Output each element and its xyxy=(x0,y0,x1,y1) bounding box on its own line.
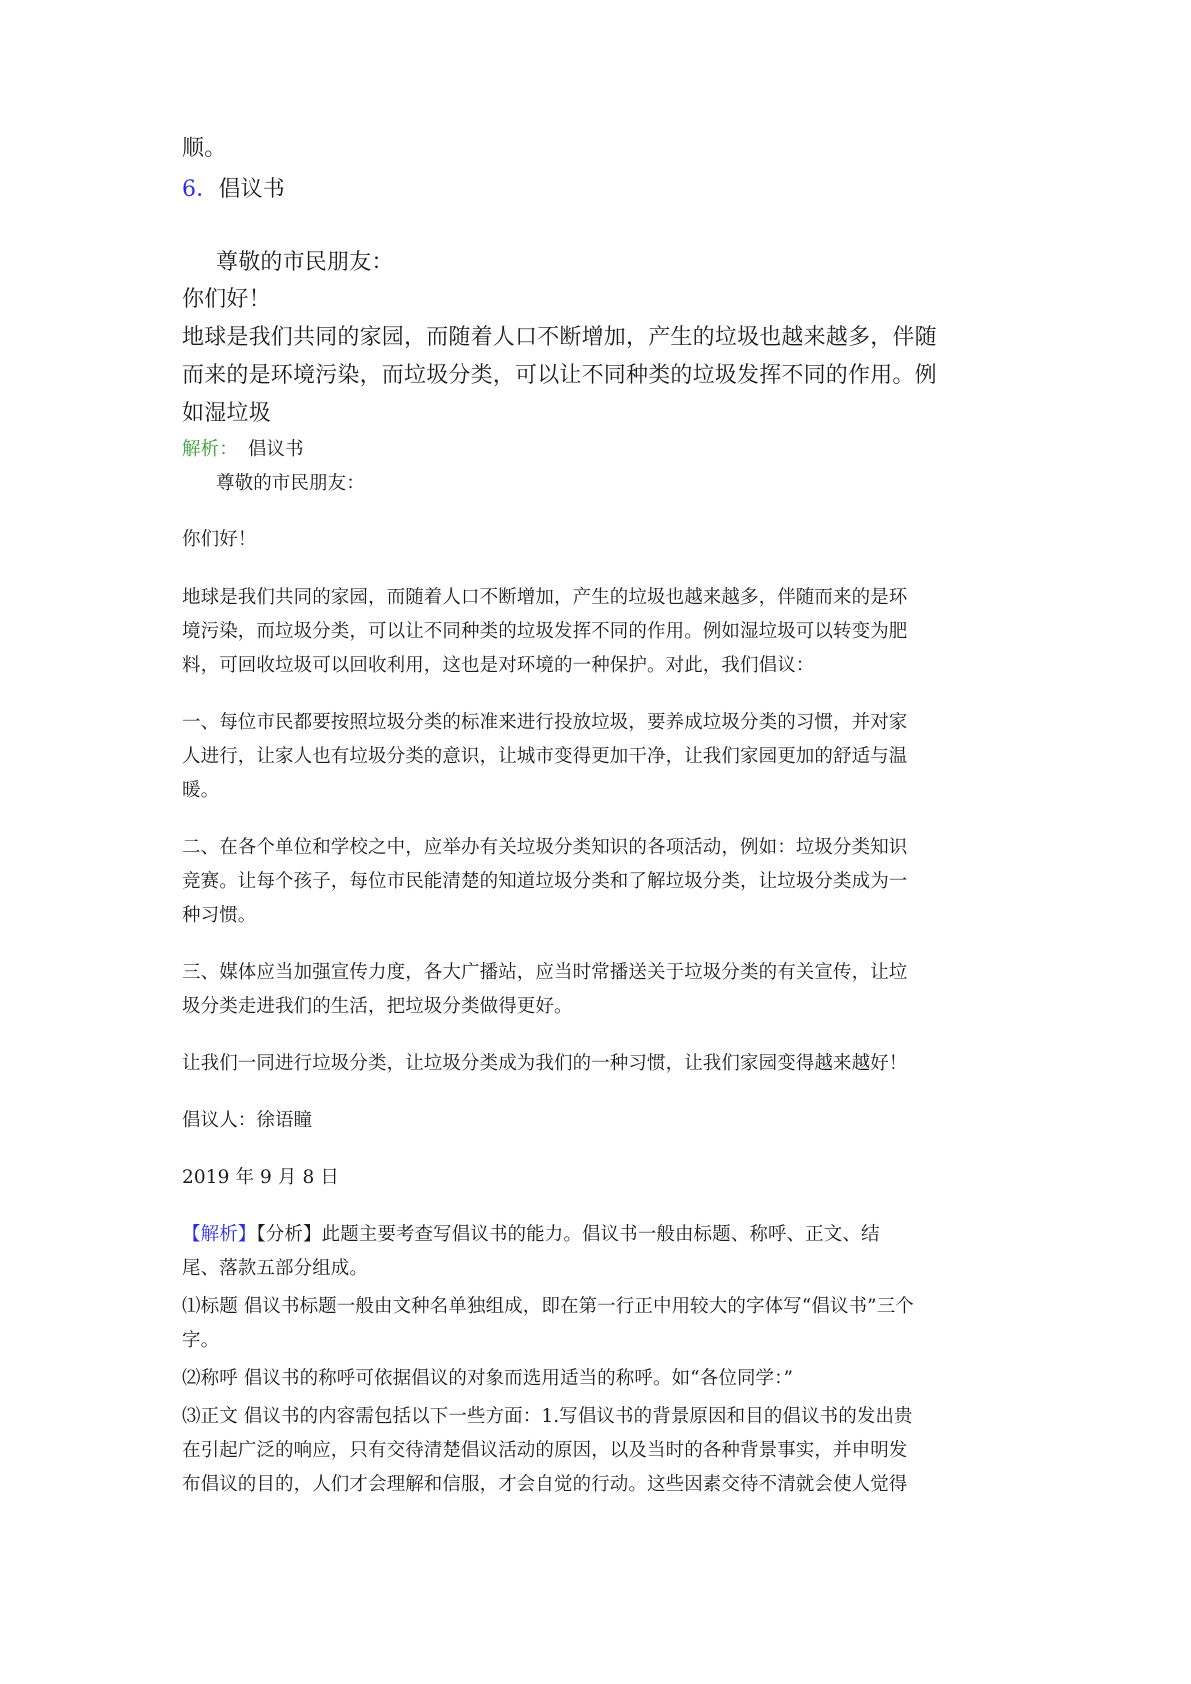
analysis-para2-line: 暖。 xyxy=(182,780,220,801)
analysis-salutation: 尊敬的市民朋友： xyxy=(216,473,365,494)
question-number: 6． xyxy=(182,177,219,202)
analysis-label: 解析： xyxy=(182,439,238,460)
explanation-first-line: 【分析】此题主要考查写倡议书的能力。倡议书一般由标题、称呼、正文、结 xyxy=(256,1224,880,1245)
analysis-para4-line: 圾分类走进我们的生活，把垃圾分类做得更好。 xyxy=(182,996,573,1017)
analysis-para3-line: 种习惯。 xyxy=(182,905,257,926)
analysis-title: 倡议书 xyxy=(247,439,304,460)
analysis-para1-line: 境污染，而垃圾分类，可以让不同种类的垃圾发挥不同的作用。例如湿垃圾可以转变为肥 xyxy=(182,621,908,642)
question-title: 倡议书 xyxy=(218,177,286,202)
answer-greeting: 你们好！ xyxy=(182,287,271,312)
answer-body-line: 地球是我们共同的家园，而随着人口不断增加，产生的垃圾也越来越多，伴随 xyxy=(182,325,937,350)
explanation-line: 尾、落款五部分组成。 xyxy=(182,1258,369,1279)
explanation-item1-line: 字。 xyxy=(182,1330,220,1351)
answer-body-line: 如湿垃圾 xyxy=(182,401,271,426)
explanation-item3-line: 在引起广泛的响应，只有交待清楚倡议活动的原因，以及当时的各种背景事实，并申明发 xyxy=(182,1440,908,1461)
answer-salutation: 尊敬的市民朋友： xyxy=(216,250,394,275)
answer-body-line: 而来的是环境污染，而垃圾分类，可以让不同种类的垃圾发挥不同的作用。例 xyxy=(182,363,937,388)
explanation-item2: ⑵称呼 倡议书的称呼可依据倡议的对象而选用适当的称呼。如“各位同学：” xyxy=(182,1368,794,1389)
analysis-para1-line: 料，可回收垃圾可以回收利用，这也是对环境的一种保护。对此，我们倡议： xyxy=(182,655,815,676)
analysis-closing: 让我们一同进行垃圾分类，让垃圾分类成为我们的一种习惯，让我们家园变得越来越好！ xyxy=(182,1053,908,1074)
analysis-para1-line: 地球是我们共同的家园，而随着人口不断增加，产生的垃圾也越来越多，伴随而来的是环 xyxy=(182,587,908,608)
explanation-item1-line: ⑴标题 倡议书标题一般由文种名单独组成，即在第一行正中用较大的字体写“倡议书”三个 xyxy=(182,1296,914,1317)
continuation-text: 顺。 xyxy=(182,136,227,161)
explanation-tag: 【解析】 xyxy=(182,1224,257,1245)
analysis-date: 2019 年 9 月 8 日 xyxy=(182,1167,339,1188)
analysis-para2-line: 人进行，让家人也有垃圾分类的意识，让城市变得更加干净，让我们家园更加的舒适与温 xyxy=(182,746,908,767)
analysis-para2-line: 一、每位市民都要按照垃圾分类的标准来进行投放垃圾，要养成垃圾分类的习惯，并对家 xyxy=(182,712,908,733)
explanation-item3-line: ⑶正文 倡议书的内容需包括以下一些方面：1.写倡议书的背景原因和目的倡议书的发出贵 xyxy=(182,1406,913,1427)
explanation-item3-line: 布倡议的目的，人们才会理解和信服，才会自觉的行动。这些因素交待不清就会使人觉得 xyxy=(182,1474,908,1495)
question-heading xyxy=(182,172,285,203)
analysis-greeting: 你们好！ xyxy=(182,529,257,550)
analysis-signature: 倡议人：徐语瞳 xyxy=(182,1110,313,1131)
analysis-para4-line: 三、媒体应当加强宣传力度，各大广播站，应当时常播送关于垃圾分类的有关宣传，让垃 xyxy=(182,962,908,983)
explanation-line xyxy=(182,1220,880,1246)
analysis-para3-line: 竞赛。让每个孩子，每位市民能清楚的知道垃圾分类和了解垃圾分类，让垃圾分类成为一 xyxy=(182,871,908,892)
analysis-para3-line: 二、在各个单位和学校之中，应举办有关垃圾分类知识的各项活动，例如：垃圾分类知识 xyxy=(182,837,908,858)
analysis-heading xyxy=(182,435,304,461)
